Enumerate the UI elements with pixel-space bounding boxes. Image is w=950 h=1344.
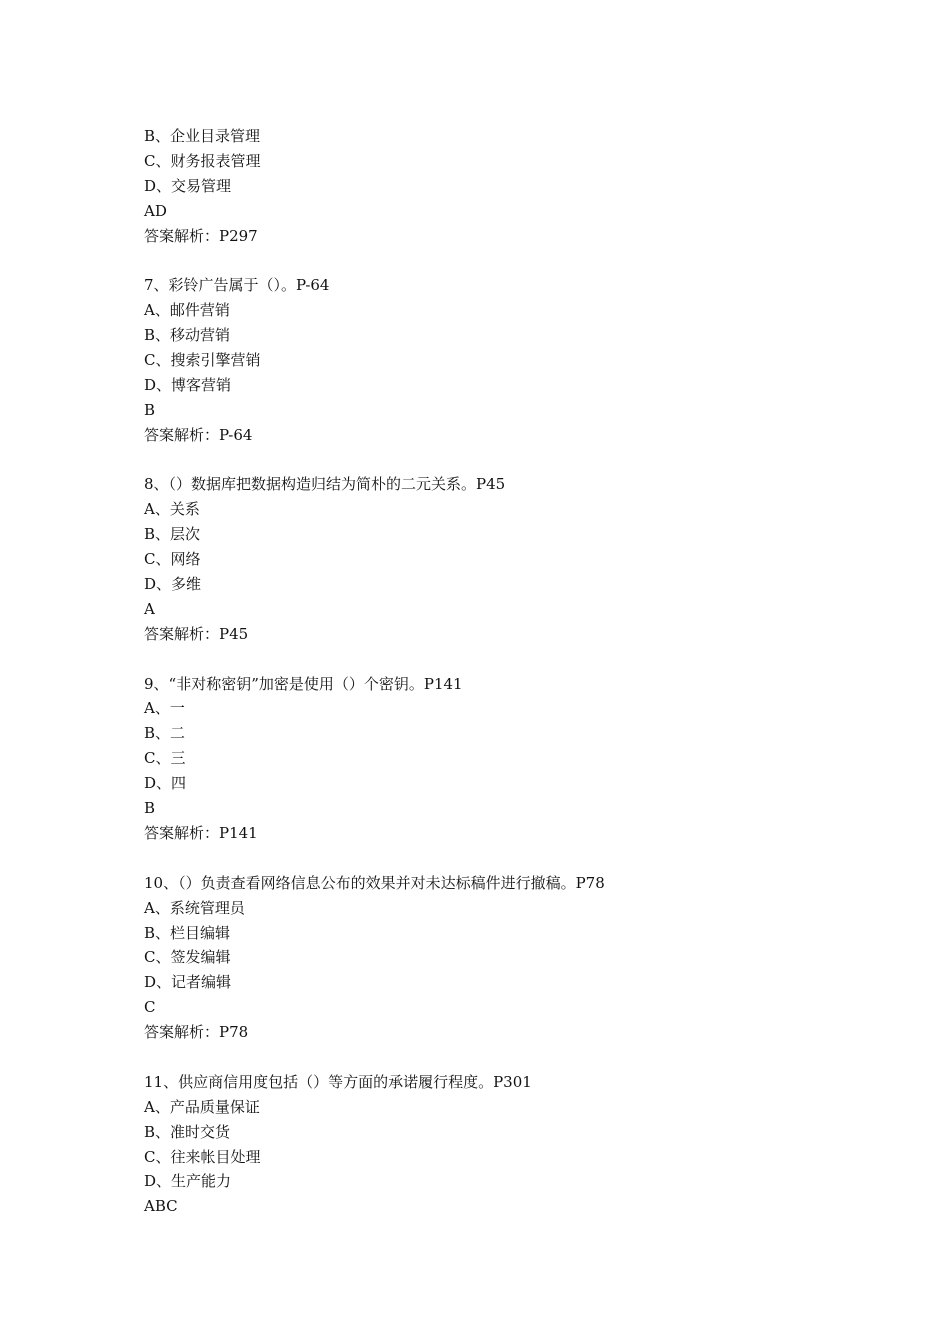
option-c: C、财务报表管理 (144, 151, 261, 170)
option-b: B、层次 (144, 525, 201, 544)
option-b: B、准时交货 (144, 1122, 231, 1141)
option-d: D、四 (144, 774, 187, 793)
spacer (144, 846, 864, 871)
option-c: C、三 (144, 749, 186, 768)
answer: ABC (144, 1197, 178, 1216)
option-b: B、企业目录管理 (144, 127, 261, 145)
question-text: 9、“非对称密钥”加密是使用（）个密钥。P141 (144, 674, 463, 693)
option-a: A、一 (144, 699, 185, 718)
spacer (144, 448, 864, 473)
option-d: D、博客营销 (144, 375, 232, 394)
question-block (144, 472, 864, 646)
question-block (144, 871, 864, 1045)
option-b: B、二 (144, 724, 186, 743)
option-a: A、系统管理员 (144, 898, 245, 917)
question-text: 11、供应商信用度包括（）等方面的承诺履行程度。P301 (144, 1072, 532, 1091)
answer-explanation: 答案解析：P141 (144, 823, 258, 842)
option-a: A、邮件营销 (144, 301, 230, 320)
question-block (144, 1070, 864, 1219)
question-block (144, 124, 864, 248)
option-a: A、产品质量保证 (144, 1097, 260, 1116)
answer-explanation: 答案解析：P-64 (144, 425, 253, 444)
question-block (144, 672, 864, 846)
option-d: D、记者编辑 (144, 973, 232, 992)
answer: AD (144, 201, 167, 220)
answer: B (144, 799, 156, 818)
question-text: 10、（）负责查看网络信息公布的效果并对未达标稿件进行撤稿。P78 (144, 873, 605, 892)
option-c: C、搜索引擎营销 (144, 351, 261, 370)
answer: A (144, 599, 155, 618)
answer-explanation: 答案解析：P78 (144, 1023, 249, 1042)
answer: C (144, 998, 156, 1017)
option-d: D、多维 (144, 575, 202, 594)
option-b: B、移动营销 (144, 326, 231, 345)
option-c: C、签发编辑 (144, 948, 231, 967)
spacer (144, 1045, 864, 1070)
answer: B (144, 400, 156, 419)
answer-explanation: 答案解析：P45 (144, 624, 249, 643)
question-text: 7、彩铃广告属于（）。P-64 (144, 276, 330, 295)
answer-explanation: 答案解析：P297 (144, 226, 258, 245)
document-page (144, 124, 864, 1219)
option-a: A、关系 (144, 500, 200, 519)
question-block (144, 273, 864, 447)
option-b: B、栏目编辑 (144, 923, 231, 942)
spacer (144, 647, 864, 672)
option-c: C、往来帐目处理 (144, 1147, 261, 1166)
option-c: C、网络 (144, 550, 201, 569)
question-text: 8、（）数据库把数据构造归结为简朴的二元关系。P45 (144, 475, 506, 494)
spacer (144, 248, 864, 273)
option-d: D、生产能力 (144, 1172, 232, 1191)
option-d: D、交易管理 (144, 176, 232, 195)
